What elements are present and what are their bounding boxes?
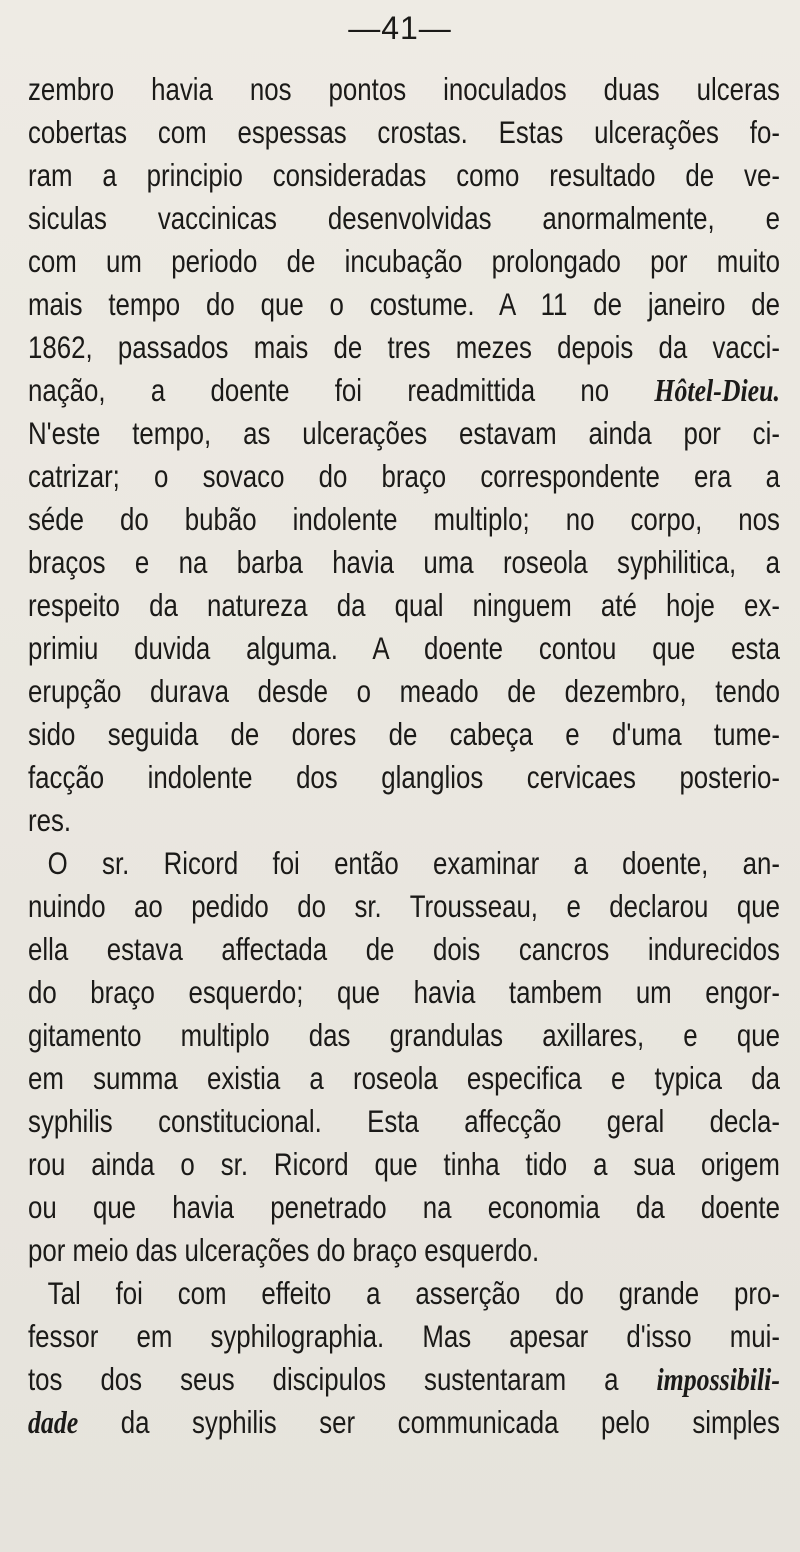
text-line <box>28 1229 780 1272</box>
text-line <box>28 1014 780 1057</box>
text-span: catrizar; o sovaco do braço correspondente era a <box>28 458 780 494</box>
text-line <box>28 627 780 670</box>
text-span: sido seguida de dores de cabeça e d'uma tume- <box>28 716 780 752</box>
text-line <box>28 154 780 197</box>
text-span: O sr. Ricord foi então examinar a doente, an- <box>47 845 780 881</box>
text-line <box>28 240 780 283</box>
text-line <box>28 885 780 928</box>
text-span: mais tempo do que o costume. A 11 de janeiro de <box>28 286 780 322</box>
text-line <box>28 1272 780 1315</box>
italic-text: impossibili- <box>656 1362 780 1397</box>
text-span: erupção durava desde o meado de dezembro, tendo <box>28 673 780 709</box>
text-span: cobertas com espessas crostas. Estas ulcerações fo- <box>28 114 780 150</box>
text-line <box>28 971 780 1014</box>
text-line <box>28 756 780 799</box>
page-number: —41— <box>348 10 452 46</box>
text-span: ou que havia penetrado na economia da doente <box>28 1189 780 1225</box>
text-span: gitamento multiplo das grandulas axillares, e que <box>28 1017 780 1053</box>
text-span: facção indolente dos glanglios cervicaes posterio- <box>28 759 780 795</box>
text-line <box>28 1358 780 1401</box>
text-line <box>28 713 780 756</box>
text-span: 1862, passados mais de tres mezes depois da vacci- <box>28 329 780 365</box>
text-line <box>28 842 780 885</box>
text-line <box>28 498 780 541</box>
text-line <box>28 1100 780 1143</box>
text-span: braços e na barba havia uma roseola syphilitica, a <box>28 544 780 580</box>
text-line <box>28 1143 780 1186</box>
text-span: ella estava affectada de dois cancros indurecidos <box>28 931 780 967</box>
text-line <box>28 1401 780 1444</box>
text-span: syphilis constitucional. Esta affecção geral decla- <box>28 1103 780 1139</box>
text-span: com um periodo de incubação prolongado por muito <box>28 243 780 279</box>
text-span: rou ainda o sr. Ricord que tinha tido a sua origem <box>28 1146 780 1182</box>
text-span: em summa existia a roseola especifica e typica da <box>28 1060 780 1096</box>
text-line <box>28 1315 780 1358</box>
text-line <box>28 799 780 842</box>
text-span: ram a principio consideradas como resultado de ve- <box>28 157 780 193</box>
text-span: Tal foi com effeito a asserção do grande pro- <box>47 1275 780 1311</box>
text-span: da syphilis ser communicada pelo simples <box>78 1404 780 1440</box>
text-span: séde do bubão indolente multiplo; no corpo, nos <box>28 501 780 537</box>
text-span: respeito da natureza da qual ninguem até hoje ex- <box>28 587 780 623</box>
text-span: zembro havia nos pontos inoculados duas ulceras <box>28 71 780 107</box>
italic-text: Hôtel-Dieu. <box>654 373 780 408</box>
text-line <box>28 1057 780 1100</box>
text-span: N'este tempo, as ulcerações estavam ainda por ci- <box>28 415 780 451</box>
text-line <box>28 584 780 627</box>
text-line <box>28 326 780 369</box>
text-line <box>28 111 780 154</box>
body-text <box>28 68 780 1444</box>
text-line <box>28 68 780 111</box>
text-line <box>28 369 780 412</box>
text-line <box>28 412 780 455</box>
text-line <box>28 928 780 971</box>
text-span: do braço esquerdo; que havia tambem um engor- <box>28 974 780 1010</box>
text-span: por meio das ulcerações do braço esquerdo. <box>28 1232 540 1268</box>
italic-text: dade <box>28 1405 79 1440</box>
text-line <box>28 455 780 498</box>
text-span: tos dos seus discipulos sustentaram a <box>28 1361 657 1397</box>
text-line <box>28 283 780 326</box>
text-line <box>28 197 780 240</box>
text-line <box>28 1186 780 1229</box>
text-line <box>28 670 780 713</box>
text-span: nação, a doente foi readmittida no <box>28 372 655 408</box>
text-line <box>28 541 780 584</box>
text-span: fessor em syphilographia. Mas apesar d'isso mui- <box>28 1318 780 1354</box>
text-span: nuindo ao pedido do sr. Trousseau, e declarou que <box>28 888 780 924</box>
text-span: res. <box>28 802 72 838</box>
text-span: siculas vaccinicas desenvolvidas anormalmente, e <box>28 200 780 236</box>
text-span: primiu duvida alguma. A doente contou que esta <box>28 630 780 666</box>
